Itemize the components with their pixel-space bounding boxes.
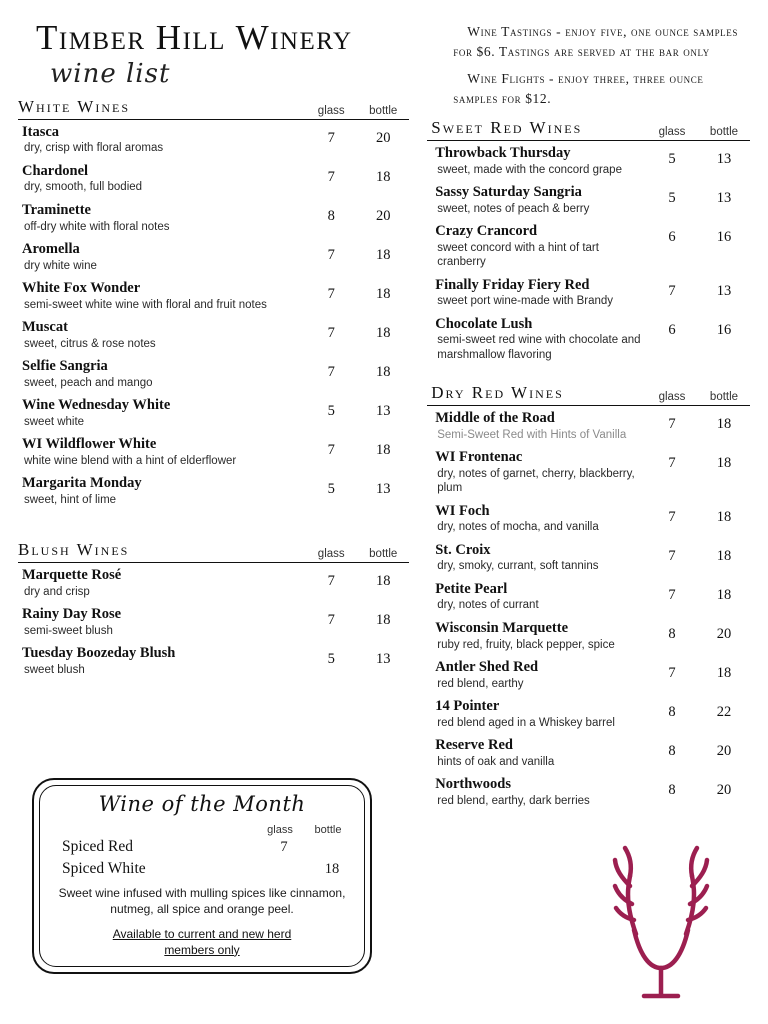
wine-description: sweet port wine-made with Brandy [437,295,614,308]
section-title: White Wines [18,96,131,116]
wine-bottle-price: 20 [716,625,732,642]
wine-description: off-dry white with floral notes [24,220,170,233]
note-wine-tastings: Wine Tastings - enjoy five, one ounce samples for $6. Tastings are served at the bar only [453,24,738,59]
wine-row [18,602,409,641]
wotm-glass-price: 7 [280,838,288,855]
antler-wine-glass-icon [606,834,716,1004]
wine-bottle-price: 18 [716,416,732,433]
column-header-bottle: bottle [709,391,739,404]
wine-bottle-price: 18 [375,246,391,263]
wine-row [427,180,750,219]
section-dry-red-wines [427,383,750,811]
wine-bottle-price: 18 [716,664,732,681]
wine-name: Petite Pearl [435,580,508,597]
wine-glass-price: 8 [668,742,676,759]
wine-name: Selfie Sangria [22,358,108,375]
wine-name: Northwoods [435,776,511,793]
wine-bottle-price: 16 [716,229,732,246]
wine-row [427,733,750,772]
wine-description: sweet concord with a hint of tart cranberry [437,242,599,269]
wine-name: Finally Friday Fiery Red [435,276,590,293]
wine-bottle-price: 18 [716,547,732,564]
wotm-note-line-1: Available to current and new herd [112,926,292,941]
wine-name: Wine Wednesday White [22,397,171,414]
page-subtitle: wine list [50,58,171,89]
wine-row [18,471,409,510]
wine-glass-price: 7 [327,168,335,185]
wotm-row [48,836,356,858]
column-header-bottle: bottle [369,104,398,117]
wine-description: sweet, hint of lime [24,493,117,506]
wine-bottle-price: 18 [375,612,391,629]
note-wine-flights: Wine Flights - enjoy three, three ounce samples for $12. [453,71,704,106]
wine-description: semi-sweet blush [24,624,113,637]
wine-row [18,159,409,198]
wine-name: Margarita Monday [22,475,142,492]
wine-description: hints of oak and vanilla [437,755,555,768]
wine-description: ruby red, fruity, black pepper, spice [437,638,615,651]
wine-glass-price: 8 [668,782,676,799]
wine-name: Muscat [22,318,68,335]
wine-glass-price: 7 [327,442,335,459]
wine-bottle-price: 13 [375,651,391,668]
wine-row [427,694,750,733]
column-header-bottle: bottle [709,126,739,139]
wine-row [18,393,409,432]
wine-bottle-price: 13 [716,190,732,207]
wine-name: WI Wildflower White [22,436,157,453]
wine-glass-price: 7 [668,508,676,525]
wine-description: Semi-Sweet Red with Hints of Vanilla [437,428,627,441]
column-header-bottle: bottle [369,548,398,561]
wine-name: Marquette Rosé [22,567,122,584]
masthead [36,20,409,89]
wine-row [18,315,409,354]
wine-row [427,577,750,616]
section-title: Sweet Red Wines [431,118,583,138]
wine-bottle-price: 13 [716,151,732,168]
wine-description: dry, notes of mocha, and vanilla [437,521,599,534]
wine-description: red blend, earthy [437,677,524,690]
wine-row [427,219,750,272]
wine-glass-price: 5 [668,190,676,207]
wine-row [427,445,750,498]
wine-bottle-price: 18 [375,168,391,185]
wine-name: WI Foch [435,502,490,519]
section-sweet-red-wines [427,118,750,365]
wine-of-the-month-title: Wine of the Month [98,791,306,816]
wine-name: Antler Shed Red [435,658,539,675]
wotm-column-header-glass: glass [267,823,293,836]
wine-row [427,655,750,694]
wine-row [427,406,750,445]
wine-bottle-price: 22 [716,703,732,720]
wine-description: sweet, citrus & rose notes [24,337,156,350]
wine-glass-price: 8 [327,207,335,224]
wine-description: semi-sweet red wine with chocolate and marshmallow flavoring [437,334,641,361]
column-header-glass: glass [658,126,686,139]
wine-name: White Fox Wonder [22,279,141,296]
wine-bottle-price: 18 [375,573,391,590]
wine-bottle-price: 20 [375,207,391,224]
wine-name: WI Frontenac [435,449,523,466]
wine-glass-price: 7 [327,573,335,590]
wine-name: Chardonel [22,162,89,179]
wine-of-the-month-panel [32,778,372,974]
section-blush-wines [18,540,409,680]
section-header [427,383,750,406]
wine-row [18,237,409,276]
section-title: Blush Wines [18,540,130,560]
wine-bottle-price: 20 [716,742,732,759]
wine-description: sweet blush [24,663,85,676]
wine-glass-price: 7 [327,612,335,629]
wotm-row [48,858,356,880]
wine-glass-price: 7 [668,282,676,299]
wine-row [18,432,409,471]
section-white-wines [18,97,409,510]
wine-bottle-price: 18 [375,324,391,341]
wine-description: sweet, notes of peach & berry [437,202,590,215]
wine-name: Crazy Crancord [435,223,538,240]
wine-bottle-price: 13 [716,282,732,299]
wine-row [427,538,750,577]
wine-description: dry, smoky, currant, soft tannins [437,560,599,573]
wine-description: dry, notes of garnet, cherry, blackberry, plum [437,467,635,495]
wine-description: dry, notes of currant [437,599,539,612]
wine-row [18,198,409,237]
wine-bottle-price: 16 [716,321,732,338]
wine-bottle-price: 18 [716,508,732,525]
wine-description: red blend aged in a Whiskey barrel [437,716,615,729]
wine-glass-price: 5 [327,481,335,498]
wine-glass-price: 7 [327,246,335,263]
wine-name: Chocolate Lush [435,315,533,332]
column-header-glass: glass [658,391,686,404]
column-header-glass: glass [317,104,345,117]
wine-glass-price: 6 [668,321,676,338]
wine-description: white wine blend with a hint of elderflower [24,454,237,467]
section-header [427,118,750,141]
tasting-notes [453,22,750,108]
wine-glass-price: 8 [668,703,676,720]
wine-bottle-price: 18 [375,364,391,381]
wine-row [427,312,750,365]
wotm-wine-name: Spiced White [62,859,146,877]
wine-bottle-price: 18 [375,285,391,302]
wine-row [18,563,409,602]
wine-bottle-price: 20 [375,129,391,146]
wine-bottle-price: 18 [375,442,391,459]
wine-name: 14 Pointer [435,697,500,714]
wine-row [427,772,750,811]
wine-bottle-price: 18 [716,455,732,472]
wine-bottle-price: 13 [375,481,391,498]
wine-description: dry and crisp [24,585,90,598]
wine-description: semi-sweet white wine with floral and fruit notes [24,298,267,311]
wine-glass-price: 7 [668,664,676,681]
section-header [18,97,409,120]
wine-glass-price: 7 [668,547,676,564]
wine-row [18,120,409,159]
wine-description: sweet white [24,415,85,428]
wine-row [427,273,750,312]
wotm-note-line-2: members only [164,942,240,957]
wine-glass-price: 7 [668,416,676,433]
wine-glass-price: 7 [668,586,676,603]
wine-bottle-price: 20 [716,782,732,799]
wine-bottle-price: 13 [375,403,391,420]
wine-description: sweet, made with the concord grape [437,163,622,176]
wotm-bottle-price: 18 [324,860,340,877]
wine-glass-price: 6 [668,229,676,246]
wine-name: Sassy Saturday Sangria [435,184,582,201]
wine-name: Middle of the Road [435,410,555,427]
wine-row [427,499,750,538]
wine-name: Wisconsin Marquette [435,619,569,636]
section-header [18,540,409,563]
wine-row [18,354,409,393]
wine-description: dry white wine [24,259,97,272]
wine-description: red blend, earthy, dark berries [437,794,590,807]
wine-row [427,616,750,655]
wine-glass-price: 7 [327,364,335,381]
left-column [18,14,409,1010]
wine-row [18,276,409,315]
wotm-column-header-bottle: bottle [314,823,342,836]
wotm-wine-name: Spiced Red [62,837,134,855]
wine-bottle-price: 18 [716,586,732,603]
wine-name: Traminette [22,201,91,218]
wine-row [18,641,409,680]
wine-glass-price: 7 [327,285,335,302]
wine-row [427,141,750,180]
page-title: Timber Hill Winery [36,18,353,57]
wine-glass-price: 5 [327,403,335,420]
wine-description: sweet, peach and mango [24,376,153,389]
wine-glass-price: 7 [668,455,676,472]
wine-name: St. Croix [435,541,491,558]
wine-name: Tuesday Boozeday Blush [22,645,176,662]
wine-glass-price: 5 [327,651,335,668]
wine-glass-price: 5 [668,151,676,168]
column-header-glass: glass [317,548,345,561]
wine-name: Itasca [22,123,60,140]
wine-description: dry, smooth, full bodied [24,181,143,194]
wine-name: Aromella [22,240,80,257]
wine-glass-price: 8 [668,625,676,642]
wotm-description: Sweet wine infused with mulling spices like cinnamon, nutmeg, all spice and orange peel. [58,886,346,917]
wine-name: Rainy Day Rose [22,606,122,623]
wine-description: dry, crisp with floral aromas [24,142,164,155]
wine-name: Throwback Thursday [435,145,571,162]
wine-glass-price: 7 [327,129,335,146]
wine-glass-price: 7 [327,324,335,341]
wine-name: Reserve Red [435,736,513,753]
section-title: Dry Red Wines [431,383,564,403]
